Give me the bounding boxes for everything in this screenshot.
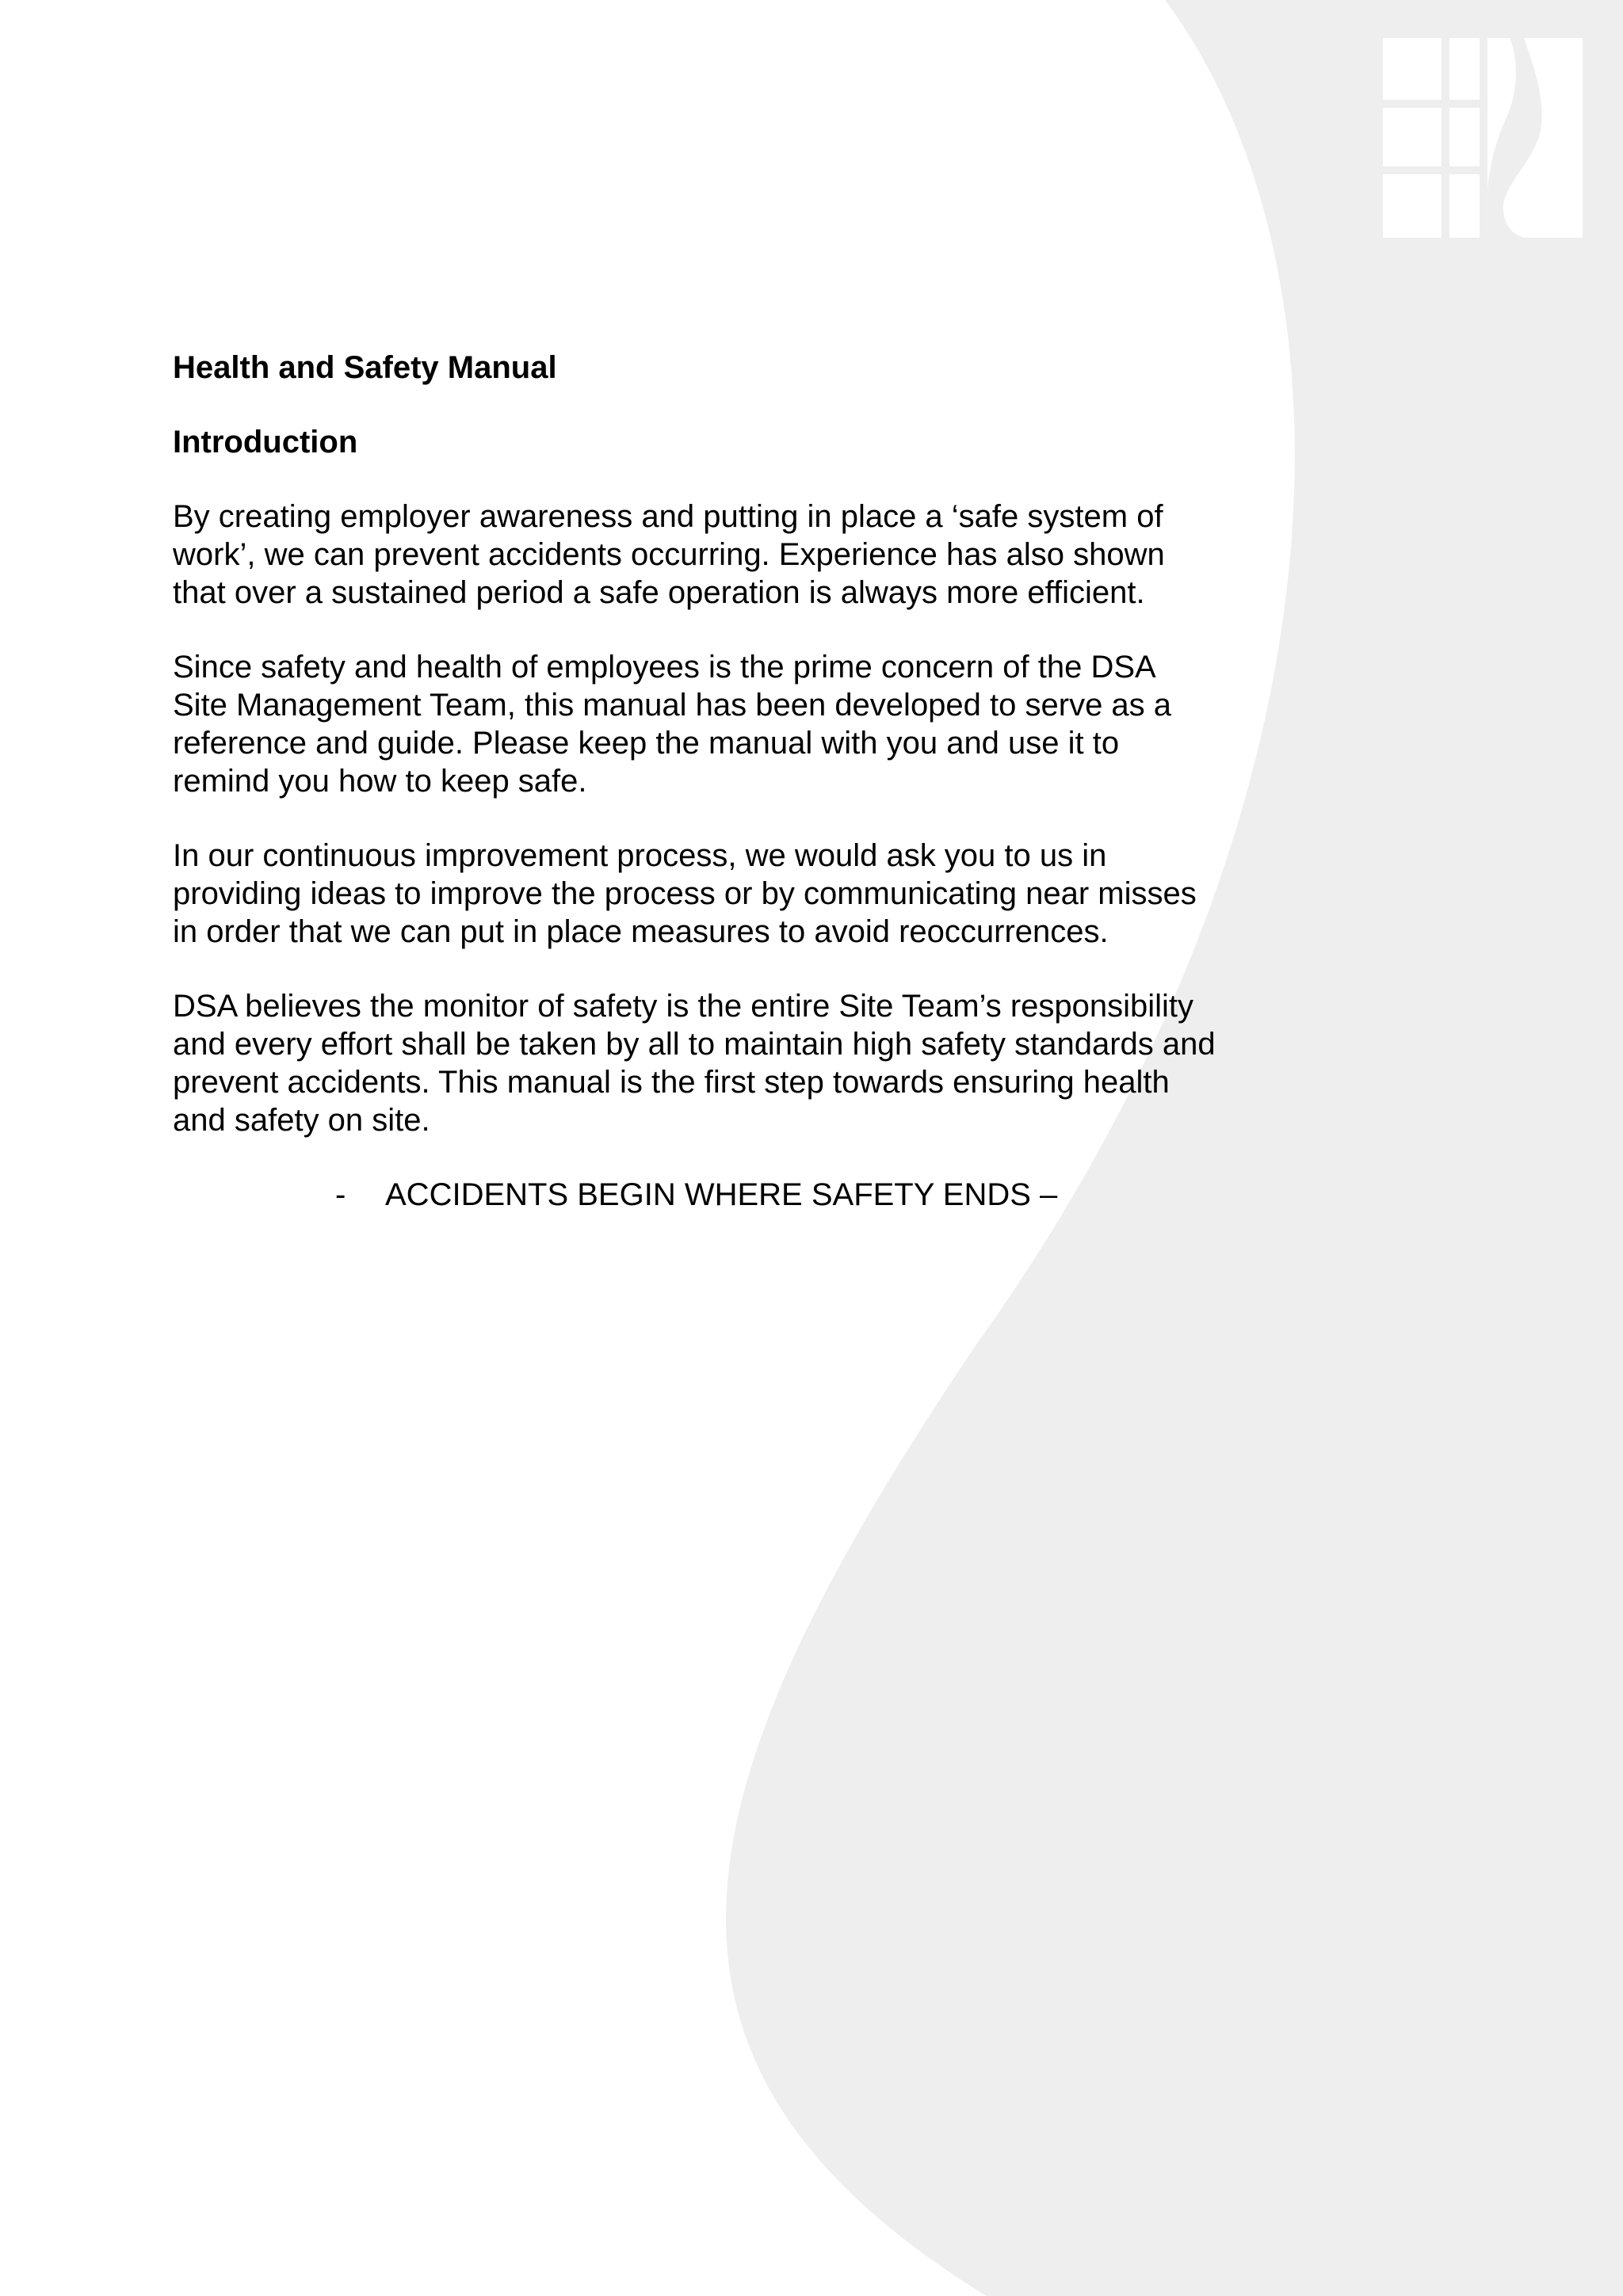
paragraph-line: and every effort shall be taken by all to maintain high safety standards and	[173, 1027, 1216, 1062]
safety-slogan	[173, 1176, 1282, 1214]
paragraph-line: Since safety and health of employees is the prime concern of the DSA	[173, 650, 1156, 685]
paragraph	[173, 498, 1282, 612]
paragraph	[173, 648, 1282, 800]
paragraph-line: In our continuous improvement process, we would ask you to us in	[173, 838, 1107, 873]
document-body	[173, 349, 1282, 1214]
paragraph	[173, 837, 1282, 951]
paragraph-line: that over a sustained period a safe operation is always more efficient.	[173, 575, 1145, 610]
paragraph-line: remind you how to keep safe.	[173, 764, 587, 799]
slogan-text: ACCIDENTS BEGIN WHERE SAFETY ENDS –	[385, 1177, 1058, 1212]
section-heading-introduction: Introduction	[173, 425, 358, 460]
paragraph	[173, 987, 1282, 1139]
paragraph-line: providing ideas to improve the process or by communicating near misses	[173, 876, 1197, 911]
paragraph-line: work’, we can prevent accidents occurring. Experience has also shown	[173, 537, 1165, 572]
paragraph-line: reference and guide. Please keep the manual with you and use it to	[173, 726, 1120, 761]
document-title: Health and Safety Manual	[173, 350, 557, 385]
paragraph-line: By creating employer awareness and putting in place a ‘safe system of	[173, 499, 1163, 534]
paragraph-line: Site Management Team, this manual has been developed to serve as a	[173, 688, 1172, 723]
slogan-bullet: -	[335, 1177, 346, 1212]
paragraph-line: and safety on site.	[173, 1103, 430, 1138]
company-logo-icon	[1383, 38, 1585, 240]
paragraph-line: prevent accidents. This manual is the first step towards ensuring health	[173, 1065, 1170, 1100]
paragraph-line: in order that we can put in place measures to avoid reoccurrences.	[173, 914, 1109, 949]
paragraph-line: DSA believes the monitor of safety is the entire Site Team’s responsibility	[173, 989, 1194, 1024]
